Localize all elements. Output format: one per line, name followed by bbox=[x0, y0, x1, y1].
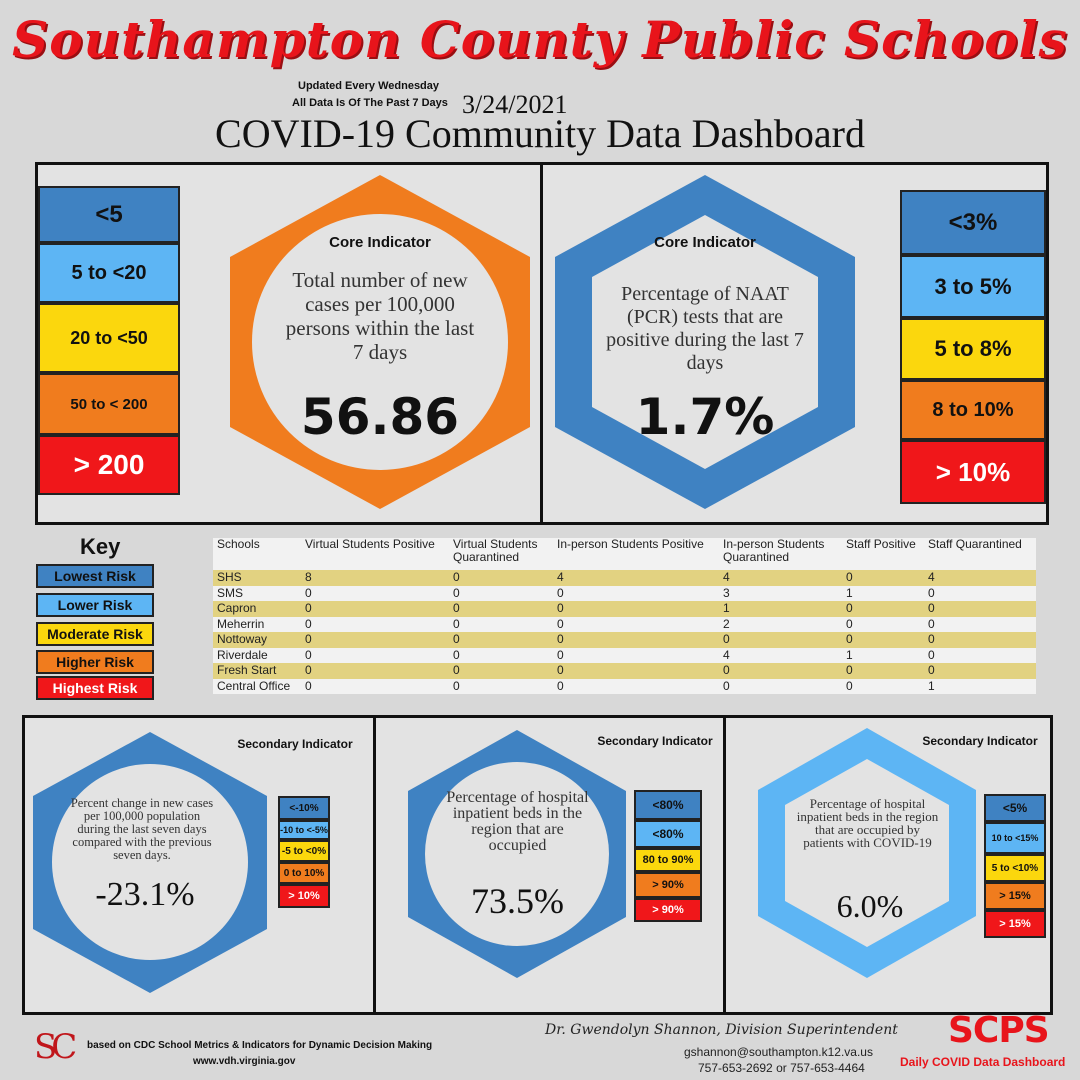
cell: 0 bbox=[553, 601, 719, 617]
cell: 0 bbox=[842, 679, 924, 695]
source-link[interactable]: www.vdh.virginia.gov bbox=[193, 1056, 296, 1067]
cell: 2 bbox=[719, 617, 842, 633]
cell: 0 bbox=[842, 601, 924, 617]
beds-scale-moderate: 80 to 90% bbox=[634, 848, 702, 872]
sc-logo: SC bbox=[34, 1027, 72, 1067]
cell: 0 bbox=[553, 632, 719, 648]
schools-table bbox=[213, 538, 1036, 694]
page-title: Southampton County Public Schools bbox=[12, 10, 1068, 69]
cell: 0 bbox=[719, 663, 842, 679]
source-text: based on CDC School Metrics & Indicators for Dynamic Decision Making bbox=[87, 1040, 433, 1051]
key-lowest-risk: Lowest Risk bbox=[36, 564, 154, 588]
change-value: -23.1% bbox=[95, 876, 195, 913]
cell: 0 bbox=[924, 663, 1036, 679]
cell: 0 bbox=[301, 617, 449, 633]
col-inperson-positive: In-person Students Positive bbox=[553, 538, 719, 570]
cell: 4 bbox=[719, 570, 842, 586]
table-row bbox=[213, 679, 1036, 695]
cell: Fresh Start bbox=[213, 663, 301, 679]
pcr-scale-lower: 3 to 5% bbox=[900, 255, 1046, 318]
key-moderate-risk: Moderate Risk bbox=[36, 622, 154, 646]
data-period: All Data Is Of The Past 7 Days bbox=[292, 97, 448, 109]
contact-phone: 757-653-2692 or 757-653-4464 bbox=[698, 1061, 865, 1075]
table-row bbox=[213, 632, 1036, 648]
cell: 0 bbox=[719, 679, 842, 695]
cell: 0 bbox=[449, 663, 553, 679]
key-higher-risk: Higher Risk bbox=[36, 650, 154, 674]
covid-beds-scale-highest: > 15% bbox=[984, 910, 1046, 938]
table-row bbox=[213, 663, 1036, 679]
cell: 0 bbox=[301, 632, 449, 648]
key-highest-risk: Highest Risk bbox=[36, 676, 154, 700]
covid-beds-value: 6.0% bbox=[836, 888, 904, 924]
cell: 0 bbox=[924, 601, 1036, 617]
cases-scale-higher: 50 to < 200 bbox=[38, 373, 180, 435]
cell: 0 bbox=[301, 663, 449, 679]
cases-scale-moderate: 20 to <50 bbox=[38, 303, 180, 373]
update-schedule: Updated Every Wednesday bbox=[298, 80, 440, 92]
cell: 0 bbox=[449, 570, 553, 586]
covid-beds-scale-moderate: 5 to <10% bbox=[984, 854, 1046, 882]
pcr-scale-higher: 8 to 10% bbox=[900, 380, 1046, 440]
beds-scale-lower: <80% bbox=[634, 820, 702, 848]
cell: 0 bbox=[842, 617, 924, 633]
cell: Capron bbox=[213, 601, 301, 617]
cell: 4 bbox=[719, 648, 842, 664]
cell: 0 bbox=[842, 570, 924, 586]
cell: 0 bbox=[924, 617, 1036, 633]
beds-scale-higher: > 90% bbox=[634, 872, 702, 898]
col-schools: Schools bbox=[213, 538, 301, 570]
col-virtual-positive: Virtual Students Positive bbox=[301, 538, 449, 570]
cell: 1 bbox=[719, 601, 842, 617]
cell: 0 bbox=[553, 586, 719, 602]
contact-email[interactable]: gshannon@southampton.k12.va.us bbox=[684, 1045, 873, 1059]
pcr-description: Percentage of NAAT (PCR) tests that are positive during the last 7 days bbox=[606, 283, 804, 374]
dashboard-title: COVID-19 Community Data Dashboard bbox=[215, 111, 865, 156]
change-hexagon bbox=[30, 730, 270, 995]
cell: 4 bbox=[924, 570, 1036, 586]
change-scale-highest: > 10% bbox=[278, 884, 330, 908]
table-row bbox=[213, 648, 1036, 664]
cases-scale-lower: 5 to <20 bbox=[38, 243, 180, 303]
cell: 0 bbox=[301, 586, 449, 602]
cell: 8 bbox=[301, 570, 449, 586]
cell: 0 bbox=[553, 679, 719, 695]
table-row bbox=[213, 586, 1036, 602]
table-row bbox=[213, 601, 1036, 617]
col-staff-quarantined: Staff Quarantined bbox=[924, 538, 1036, 570]
covid-beds-scale-higher: > 15% bbox=[984, 882, 1046, 910]
report-date: 3/24/2021 bbox=[462, 90, 568, 119]
cell: 0 bbox=[553, 648, 719, 664]
cell: 0 bbox=[301, 679, 449, 695]
cell: 0 bbox=[842, 663, 924, 679]
cell: 1 bbox=[924, 679, 1036, 695]
cell: 0 bbox=[449, 601, 553, 617]
covid-beds-description: Percentage of hospital inpatient beds in the region that are occupied by patients with COVID-19 bbox=[796, 796, 939, 850]
pcr-value: 1.7% bbox=[635, 388, 775, 446]
col-virtual-quarantined: Virtual Students Quarantined bbox=[449, 538, 553, 570]
cell: Nottoway bbox=[213, 632, 301, 648]
cell: 0 bbox=[924, 632, 1036, 648]
pcr-scale-highest: > 10% bbox=[900, 440, 1046, 504]
table-header-row bbox=[213, 538, 1036, 570]
cell: 1 bbox=[842, 586, 924, 602]
cases-description: Total number of new cases per 100,000 persons within the last 7 days bbox=[285, 268, 475, 364]
key-lower-risk: Lower Risk bbox=[36, 593, 154, 617]
cell: SHS bbox=[213, 570, 301, 586]
cell: 0 bbox=[924, 648, 1036, 664]
cell: 0 bbox=[553, 617, 719, 633]
covid-beds-indicator-label: Secondary Indicator bbox=[922, 734, 1038, 748]
cell: 0 bbox=[842, 632, 924, 648]
table-row bbox=[213, 617, 1036, 633]
cell: 1 bbox=[842, 648, 924, 664]
table-row bbox=[213, 570, 1036, 586]
cell: Meherrin bbox=[213, 617, 301, 633]
superintendent-name: Dr. Gwendolyn Shannon, Division Superintendent bbox=[545, 1022, 898, 1038]
brand-subtitle: Daily COVID Data Dashboard bbox=[900, 1055, 1066, 1069]
cases-value: 56.86 bbox=[300, 388, 460, 446]
change-scale-lowest: <-10% bbox=[278, 796, 330, 820]
beds-description: Percentage of hospital inpatient beds in the region that are occupied bbox=[446, 789, 589, 854]
pcr-scale-moderate: 5 to 8% bbox=[900, 318, 1046, 380]
cell: 0 bbox=[301, 601, 449, 617]
cell: 0 bbox=[301, 648, 449, 664]
cell: 0 bbox=[924, 586, 1036, 602]
col-staff-positive: Staff Positive bbox=[842, 538, 924, 570]
cell: 0 bbox=[553, 663, 719, 679]
cell: Riverdale bbox=[213, 648, 301, 664]
beds-scale-highest: > 90% bbox=[634, 898, 702, 922]
cell: 3 bbox=[719, 586, 842, 602]
cell: 0 bbox=[719, 632, 842, 648]
beds-hexagon bbox=[405, 728, 629, 980]
beds-indicator-label: Secondary Indicator bbox=[597, 734, 713, 748]
cell: 0 bbox=[449, 617, 553, 633]
cell: 0 bbox=[449, 586, 553, 602]
covid-beds-scale-lowest: <5% bbox=[984, 794, 1046, 822]
change-scale-moderate: -5 to <0% bbox=[278, 840, 330, 862]
pcr-indicator-label: Core Indicator bbox=[654, 234, 756, 251]
covid-beds-hexagon bbox=[755, 726, 979, 980]
beds-scale-lowest: <80% bbox=[634, 790, 702, 820]
pcr-scale-lowest: <3% bbox=[900, 190, 1046, 255]
change-scale-lower: -10 to <-5% bbox=[278, 820, 330, 840]
change-scale-higher: 0 to 10% bbox=[278, 862, 330, 884]
cell: Central Office bbox=[213, 679, 301, 695]
beds-value: 73.5% bbox=[471, 881, 564, 921]
col-inperson-quarantined: In-person Students Quarantined bbox=[719, 538, 842, 570]
cell: 0 bbox=[449, 648, 553, 664]
cases-scale-lowest: <5 bbox=[38, 186, 180, 243]
scps-logo: SCPS bbox=[948, 1010, 1049, 1051]
cell: 4 bbox=[553, 570, 719, 586]
key-title: Key bbox=[80, 534, 121, 559]
covid-beds-scale-lower: 10 to <15% bbox=[984, 822, 1046, 854]
cell: 0 bbox=[449, 632, 553, 648]
cell: SMS bbox=[213, 586, 301, 602]
cell: 0 bbox=[449, 679, 553, 695]
change-description: Percent change in new cases per 100,000 population during the last seven days compared with the previous seven days. bbox=[70, 796, 214, 862]
cases-scale-highest: > 200 bbox=[38, 435, 180, 495]
change-indicator-label: Secondary Indicator bbox=[237, 737, 353, 751]
cases-indicator-label: Core Indicator bbox=[329, 234, 431, 251]
